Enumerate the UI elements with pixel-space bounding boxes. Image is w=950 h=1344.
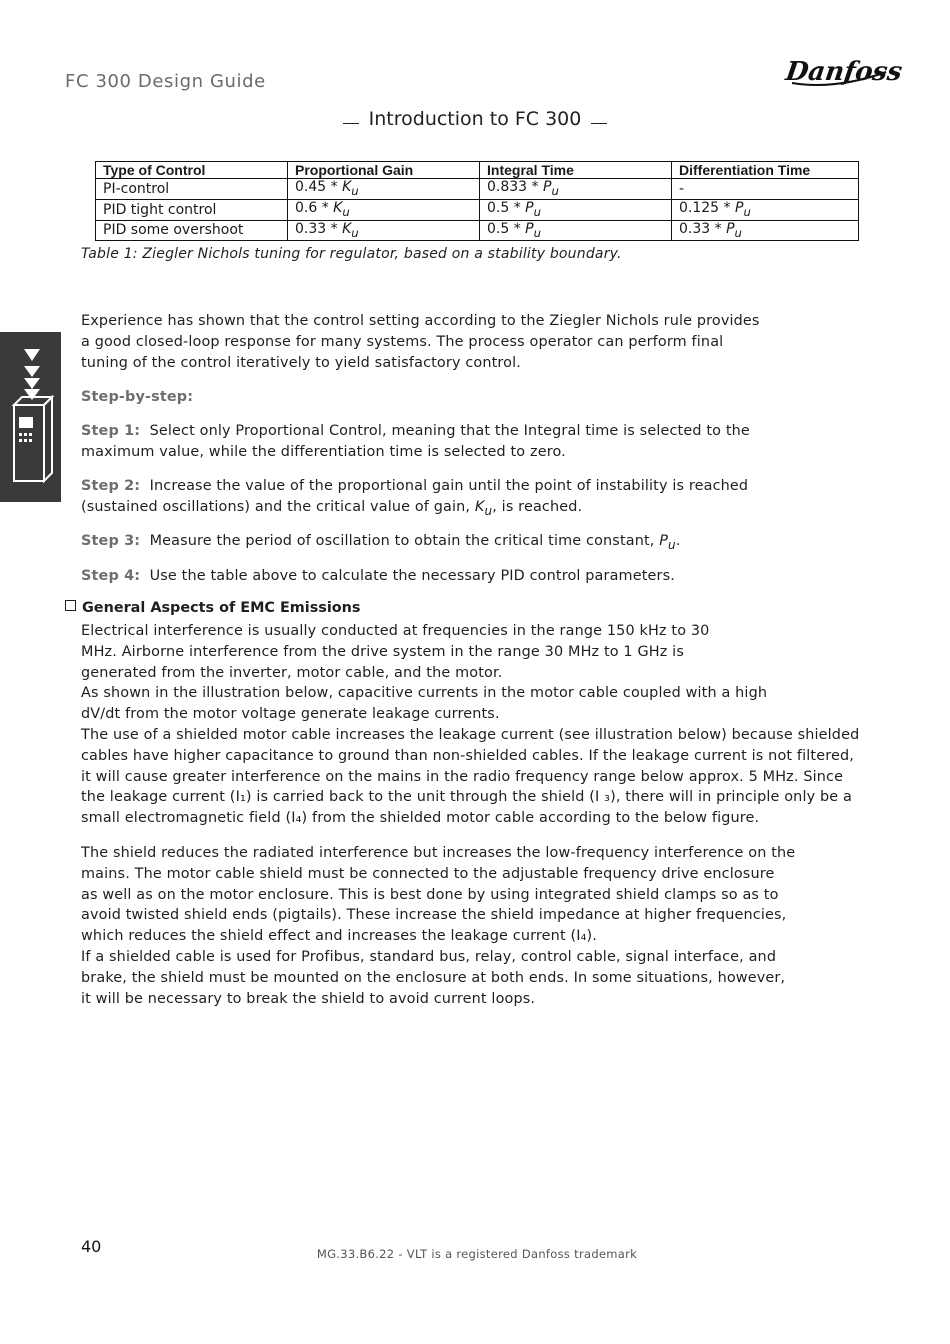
text-line: it will cause greater interference on the mains in the radio frequency range below approx. 5 MHz. Since <box>81 768 844 785</box>
text-line: As shown in the illustration below, capacitive currents in the motor cable coupled with a high <box>81 685 768 702</box>
text-line: it will be necessary to break the shield to avoid current loops. <box>81 990 536 1007</box>
column-header: Differentiation Time <box>672 162 859 179</box>
text-line: small electromagnetic field (I₄) from the shielded motor cable according to the below figure. <box>81 810 760 827</box>
text-line: MHz. Airborne interference from the drive system in the range 30 MHz to 1 GHz is <box>81 643 684 660</box>
text-line: mains. The motor cable shield must be connected to the adjustable frequency drive enclosure <box>81 865 775 882</box>
differentiation-cell: $0.33 * P_u$ <box>672 220 859 241</box>
step-3: Step 3: Measure the period of oscillation to obtain the critical time constant, $P_u$. <box>81 533 681 552</box>
step-label: Step 3: <box>81 533 141 549</box>
step-label: Step 2: <box>81 478 141 494</box>
table-row <box>96 179 859 200</box>
text-line: avoid twisted shield ends (pigtails). These increase the shield impedance at higher frequencies, <box>81 907 787 924</box>
differentiation-cell: $0.125 * P_u$ <box>672 199 859 220</box>
ziegler-nichols-table <box>95 161 859 241</box>
title-dash-right <box>591 123 607 124</box>
step-2: Step 2: Increase the value of the proportional gain until the point of instability is reached (sustained oscillations) and the critical value of gain, $K_u$, is reached. <box>81 478 749 518</box>
checkbox-bullet-icon <box>65 600 76 611</box>
intro-paragraph: Experience has shown that the control setting according to the Ziegler Nichols rule provides a good closed-loop response for many systems. The process operator can perform final tuning of the control iteratively to yield satisfactory control. <box>81 313 760 371</box>
text-line: dV/dt from the motor voltage generate leakage currents. <box>81 706 500 723</box>
footer-text: MG.33.B6.22 - VLT is a registered Danfoss trademark <box>316 1247 638 1261</box>
column-header: Proportional Gain <box>288 162 480 179</box>
text-line: generated from the inverter, motor cable, and the motor. <box>81 664 503 681</box>
step-label: Step 4: <box>81 568 141 584</box>
column-header: Type of Control <box>96 162 288 179</box>
gain-cell: $0.6 * K_u$ <box>288 199 480 220</box>
section-title <box>0 108 950 130</box>
integral-cell: $0.5 * P_u$ <box>480 220 672 241</box>
chapter-side-tab <box>0 332 61 502</box>
text-line: brake, the shield must be mounted on the enclosure at both ends. In some situations, however, <box>81 969 786 986</box>
section-title-text: Introduction to FC 300 <box>368 108 582 130</box>
table-header-row <box>96 162 859 179</box>
step-4: Step 4: Use the table above to calculate the necessary PID control parameters. <box>81 568 675 584</box>
steps-heading: Step-by-step: <box>81 389 194 405</box>
integral-cell: $0.833 * P_u$ <box>480 179 672 200</box>
title-dash-left <box>343 123 359 124</box>
table-row <box>96 220 859 241</box>
emc-heading: General Aspects of EMC Emissions <box>65 600 360 616</box>
text-line: The shield reduces the radiated interference but increases the low-frequency interference on the <box>81 845 796 861</box>
control-type-cell: PID tight control <box>96 199 288 220</box>
drive-download-icon <box>0 332 61 502</box>
danfoss-logo <box>783 50 905 94</box>
text-line: as well as on the motor enclosure. This is best done by using integrated shield clamps so as to <box>81 886 779 903</box>
differentiation-cell: - <box>672 179 859 200</box>
step-label: Step 1: <box>81 423 141 439</box>
step-1: Step 1: Select only Proportional Control, meaning that the Integral time is selected to the maximum value, while the differentiation time is selected to zero. <box>81 423 750 460</box>
text-line: Electrical interference is usually conducted at frequencies in the range 150 kHz to 30 <box>81 623 710 639</box>
integral-cell: $0.5 * P_u$ <box>480 199 672 220</box>
table-caption: Table 1: Ziegler Nichols tuning for regulator, based on a stability boundary. <box>81 246 622 262</box>
table-row <box>96 199 859 220</box>
text-line: which reduces the shield effect and increases the leakage current (I₄). <box>81 928 598 945</box>
page-number: 40 <box>81 1237 102 1256</box>
emc-paragraph-1 <box>81 621 871 829</box>
text-line: If a shielded cable is used for Profibus, standard bus, relay, control cable, signal interface, and <box>81 948 777 965</box>
svg-text:Danfoss: Danfoss <box>783 56 905 87</box>
text-line: The use of a shielded motor cable increases the leakage current (see illustration below) because shielded <box>81 726 860 743</box>
gain-cell: $0.33 * K_u$ <box>288 220 480 241</box>
control-type-cell: PI-control <box>96 179 288 200</box>
text-line: the leakage current (I₁) is carried back to the unit through the shield (I ₃), there will in principle only be a <box>81 789 852 806</box>
control-type-cell: PID some overshoot <box>96 220 288 241</box>
gain-cell: $0.45 * K_u$ <box>288 179 480 200</box>
column-header: Integral Time <box>480 162 672 179</box>
text-line: cables have higher capacitance to ground than non-shielded cables. If the leakage current is not filtered, <box>81 747 854 764</box>
document-title: FC 300 Design Guide <box>65 71 266 92</box>
emc-paragraph-2 <box>81 843 871 1009</box>
